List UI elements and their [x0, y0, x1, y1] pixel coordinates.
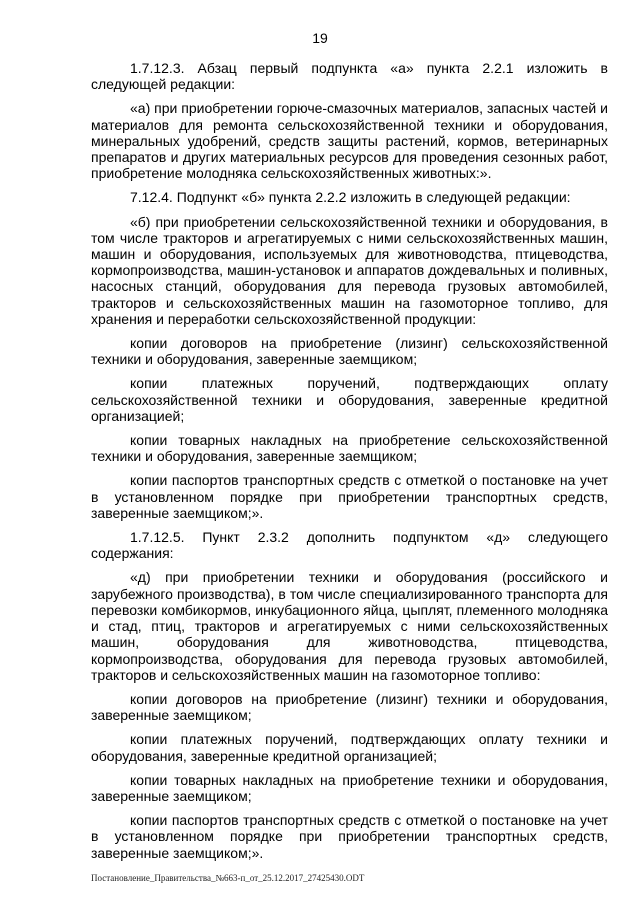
- list-item-passports-agri: копии паспортов транспортных средств с отметкой о постановке на учет в установленном порядке при приобретении транспортных средств, заверенные заемщиком;».: [91, 472, 608, 521]
- list-item-passports: копии паспортов транспортных средств с отметкой о постановке на учет в установленном порядке при приобретении транспортных средств, заверенные заемщиком;».: [91, 812, 608, 861]
- list-item-payments: копии платежных поручений, подтверждающих оплату техники и оборудования, заверенные кредитной организацией;: [91, 731, 608, 764]
- paragraph-1-7-12-3: 1.7.12.3. Абзац первый подпункта «а» пункта 2.2.1 изложить в следующей редакции:: [91, 60, 608, 93]
- list-item-payments-agri: копии платежных поручений, подтверждающих оплату сельскохозяйственной техники и оборудования, заверенные кредитной организацией;: [91, 375, 608, 424]
- document-footer: Постановление_Правительства_№663-п_от_25.12.2017_27425430.ODT: [91, 873, 365, 883]
- paragraph-1-7-12-5: 1.7.12.5. Пункт 2.3.2 дополнить подпунктом «д» следующего содержания:: [91, 529, 608, 562]
- list-item-contracts-agri: копии договоров на приобретение (лизинг) сельскохозяйственной техники и оборудования, заверенные заемщиком;: [91, 335, 608, 368]
- paragraph-subitem-b-text: «б) при приобретении сельскохозяйственной техники и оборудования, в том числе тракторов и агрегатируемых с ними сельскохозяйственных машин, машин и оборудования, используемых для животноводства, птицеводства, кормопроизводства, машин-установок и аппаратов дождевальных и поливных, насосных станций, оборудования для перевода грузовых автомобилей, тракторов и сельскохозяйственных машин на газомоторное топливо, для хранения и переработки сельскохозяйственной продукции:: [91, 213, 608, 327]
- paragraph-subitem-a-text: «а) при приобретении горюче-смазочных материалов, запасных частей и материалов для ремонта сельскохозяйственной техники и оборудования, минеральных удобрений, средств защиты растений, кормов, ветеринарных препаратов и других материальных ресурсов для проведения сезонных работ, приобретение молодняка сельскохозяйственных животных:».: [91, 100, 608, 182]
- list-item-invoices: копии товарных накладных на приобретение техники и оборудования, заверенные заемщиком;: [91, 771, 608, 804]
- paragraph-subitem-d-text: «д) при приобретении техники и оборудования (российского и зарубежного производства), в том числе специализированного транспорта для перевозки комбикормов, инкубационного яйца, цыплят, племенного молодняка и стад, птиц, тракторов и агрегатируемых с ними сельскохозяйственных машин, оборудования для животноводства, птицеводства, кормопроизводства, оборудования для перевода грузовых автомобилей, тракторов и сельскохозяйственных машин на газомоторное топливо:: [91, 569, 608, 683]
- document-body: [91, 60, 608, 869]
- list-item-invoices-agri: копии товарных накладных на приобретение сельскохозяйственной техники и оборудования, заверенные заемщиком;: [91, 432, 608, 465]
- list-item-contracts: копии договоров на приобретение (лизинг) техники и оборудования, заверенные заемщиком;: [91, 690, 608, 724]
- paragraph-7-12-4: 7.12.4. Подпункт «б» пункта 2.2.2 изложить в следующей редакции:: [130, 189, 571, 206]
- page-number: 19: [312, 30, 328, 46]
